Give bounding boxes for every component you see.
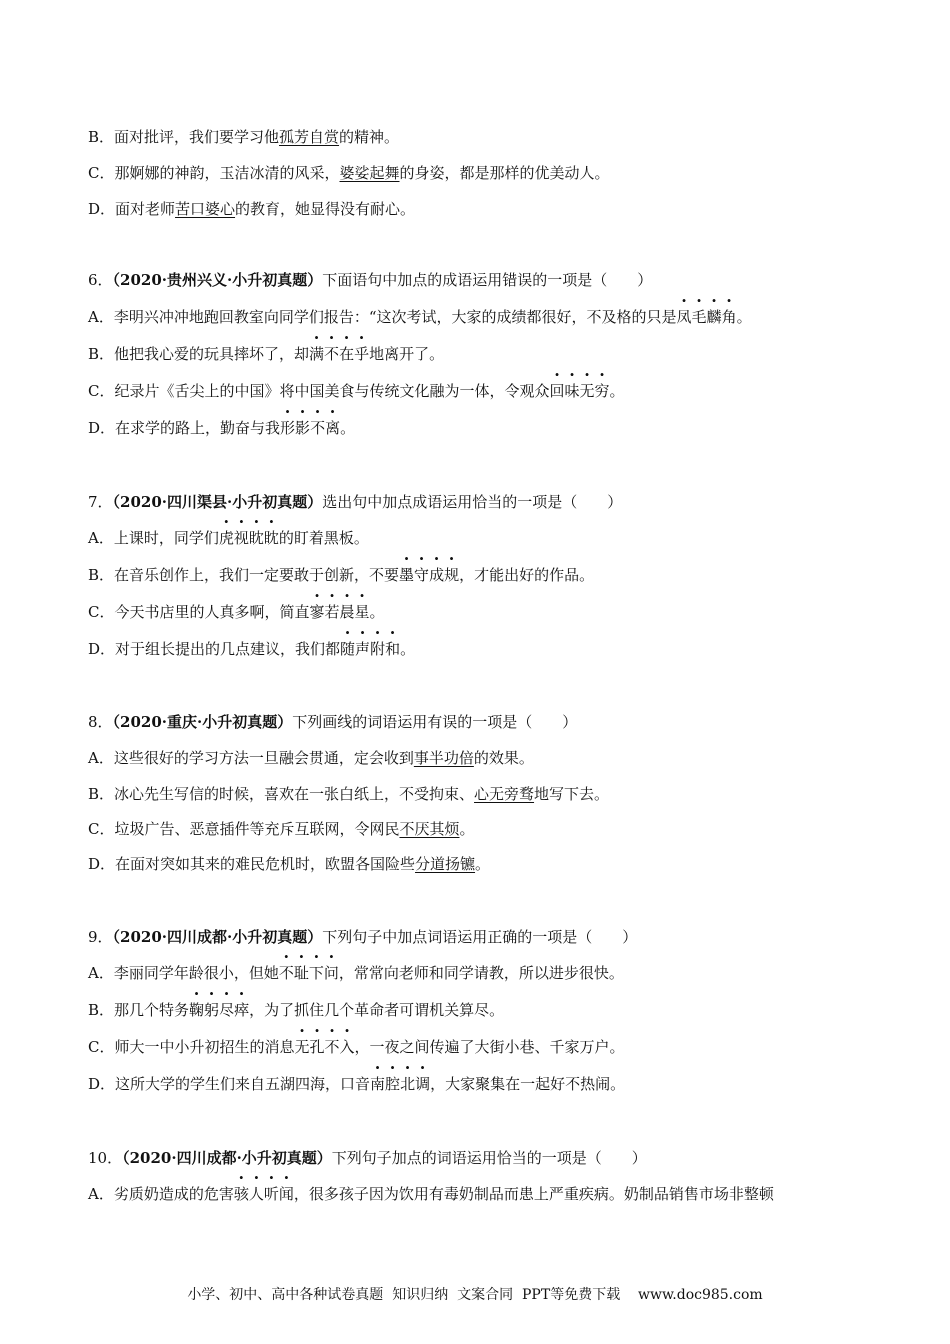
q9-option-b: B．那几个特务鞠躬尽瘁，为了抓住几个革命者可谓机关算尽。 (88, 998, 890, 1022)
dotted-char: 孔 (309, 1038, 325, 1056)
dotted-char: 闻 (278, 1185, 294, 1203)
underlined-phrase: 心无旁骛 (474, 785, 535, 803)
dotted-char: 无 (294, 1038, 310, 1056)
q7-option-c: C．今天书店里的人真多啊，简直寥若晨星。 (88, 600, 890, 624)
dotted-char: 回 (549, 382, 565, 400)
question-number: 7． (88, 493, 113, 511)
dotted-char: 毛 (691, 308, 707, 326)
question-source: （2020·四川成都·小升初真题） (122, 1149, 332, 1167)
dotted-char: 不 (324, 1038, 340, 1056)
dotted-char: 瘁 (234, 1001, 250, 1019)
q10-stem: 10．（2020·四川成都·小升初真题）下列句子加点的词语运用恰当的一项是（ ） (88, 1149, 647, 1167)
dotted-char: 北 (400, 1075, 416, 1093)
question-number: 6． (88, 271, 113, 289)
dotted-char: 影 (295, 419, 311, 437)
dotted-char: 问 (323, 964, 339, 982)
q7-stem: 7．（2020·四川渠县·小升初真题）选出句中加点成语运用恰当的一项是（ ） (88, 493, 623, 511)
dotted-char: 人 (248, 1185, 264, 1203)
question-source: （2020·四川成都·小升初真题） (112, 928, 323, 946)
q5-option-b: B．面对批评，我们要学习他孤芳自赏的精神。 (88, 128, 400, 146)
q6-option-c: C．纪录片《舌尖上的中国》将中国美食与传统文化融为一体，令观众回味无穷。 (88, 379, 890, 403)
dotted-char: 守 (414, 566, 430, 584)
q5-option-c: C．那婀娜的神韵，玉洁冰清的风采，婆娑起舞的身姿，都是那样的优美动人。 (88, 164, 610, 182)
underlined-phrase: 事半功倍 (413, 749, 474, 767)
q8-option-a: A．这些很好的学习方法一旦融会贯通，定会收到事半功倍的效果。 (88, 749, 534, 767)
dotted-char: 听 (263, 1185, 279, 1203)
dotted-char: 无 (579, 382, 595, 400)
dotted-char: 星 (354, 603, 370, 621)
dotted-char: 耻 (293, 964, 309, 982)
dotted-char: 腔 (385, 1075, 401, 1093)
dotted-char: 凤 (676, 308, 692, 326)
question-number: 10． (88, 1149, 123, 1167)
dotted-char: 和 (385, 640, 401, 658)
dotted-char: 尽 (219, 1001, 235, 1019)
question-number: 9． (88, 928, 113, 946)
question-source: （2020·重庆·小升初真题） (112, 713, 293, 731)
underlined-phrase: 不厌其烦 (399, 820, 460, 838)
dotted-char: 味 (564, 382, 580, 400)
q9-stem: 9．（2020·四川成都·小升初真题）下列句子中加点词语运用正确的一项是（ ） (88, 928, 638, 946)
dotted-char: 形 (280, 419, 296, 437)
underlined-phrase: 孤芳自赏 (279, 128, 340, 146)
q8-option-d: D．在面对突如其来的难民危机时，欧盟各国险些分道扬镳。 (88, 855, 491, 873)
dotted-char: 声 (355, 640, 371, 658)
dotted-char: 南 (370, 1075, 386, 1093)
dotted-char: 视 (233, 529, 249, 547)
q8-option-c: C．垃圾广告、恶意插件等充斥互联网，令网民不厌其烦。 (88, 820, 475, 838)
q6-option-a: A．李明兴冲冲地跑回教室向同学们报告：“这次考试，大家的成绩都很好，不及格的只是凤毛麟角。 (88, 305, 890, 329)
q10-option-a: A．劣质奶造成的危害骇人听闻，很多孩子因为饮用有毒奶制品而患上严重疾病。奶制品销售市场非整顿 (88, 1182, 890, 1206)
dotted-char: 在 (339, 345, 355, 363)
dotted-char: 骇 (233, 1185, 249, 1203)
q5-option-d: D．面对老师苦口婆心的教育，她显得没有耐心。 (88, 200, 416, 218)
q9-option-c: C．师大一中小升初招生的消息无孔不入，一夜之间传遍了大街小巷、千家万户。 (88, 1035, 890, 1059)
dotted-char: 鞠 (189, 1001, 205, 1019)
dotted-char: 躬 (204, 1001, 220, 1019)
dotted-char: 不 (278, 964, 294, 982)
question-source: （2020·贵州兴义·小升初真题） (112, 271, 323, 289)
q6-option-d: D．在求学的路上，勤奋与我形影不离。 (88, 416, 890, 440)
dotted-char: 附 (370, 640, 386, 658)
q6-stem: 6．（2020·贵州兴义·小升初真题）下面语句中加点的成语运用错误的一项是（ ） (88, 271, 653, 289)
q9-option-a: A．李丽同学年龄很小，但她不耻下问，常常向老师和同学请教，所以进步很快。 (88, 961, 890, 985)
dotted-char: 墨 (399, 566, 415, 584)
dotted-char: 成 (429, 566, 445, 584)
dotted-char: 若 (324, 603, 340, 621)
dotted-char: 离 (325, 419, 341, 437)
dotted-char: 随 (340, 640, 356, 658)
q8-stem: 8．（2020·重庆·小升初真题）下列画线的词语运用有误的一项是（ ） (88, 713, 578, 731)
question-number: 8． (88, 713, 113, 731)
dotted-char: 不 (324, 345, 340, 363)
page-footer: 小学、初中、高中各种试卷真题 知识归纳 文案合同 PPT等免费下载 www.doc985.com (187, 1287, 763, 1303)
question-source: （2020·四川渠县·小升初真题） (112, 493, 323, 511)
dotted-char: 眈 (263, 529, 279, 547)
q9-option-d: D．这所大学的学生们来自五湖四海，口音南腔北调，大家聚集在一起好不热闹。 (88, 1072, 890, 1096)
dotted-char: 满 (309, 345, 325, 363)
dotted-char: 入 (339, 1038, 355, 1056)
dotted-char: 寥 (309, 603, 325, 621)
dotted-char: 规 (444, 566, 460, 584)
underlined-phrase: 苦口婆心 (175, 200, 236, 218)
q7-option-d: D．对于组长提出的几点建议，我们都随声附和。 (88, 637, 890, 661)
dotted-char: 调 (415, 1075, 431, 1093)
dotted-char: 乎 (354, 345, 370, 363)
dotted-char: 晨 (339, 603, 355, 621)
dotted-char: 不 (310, 419, 326, 437)
dotted-char: 角 (721, 308, 737, 326)
underlined-phrase: 婆娑起舞 (339, 164, 400, 182)
dotted-char: 麟 (706, 308, 722, 326)
q6-option-b: B．他把我心爱的玩具摔坏了，却满不在乎地离开了。 (88, 342, 890, 366)
dotted-char: 虎 (218, 529, 234, 547)
dotted-char: 穷 (594, 382, 610, 400)
q7-option-a: A．上课时，同学们虎视眈眈的盯着黑板。 (88, 526, 890, 550)
underlined-phrase: 分道扬镳 (415, 855, 476, 873)
dotted-char: 眈 (248, 529, 264, 547)
q7-option-b: B．在音乐创作上，我们一定要敢于创新，不要墨守成规，才能出好的作品。 (88, 563, 890, 587)
dotted-char: 下 (308, 964, 324, 982)
q8-option-b: B．冰心先生写信的时候，喜欢在一张白纸上，不受拘束、心无旁骛地写下去。 (88, 785, 610, 803)
